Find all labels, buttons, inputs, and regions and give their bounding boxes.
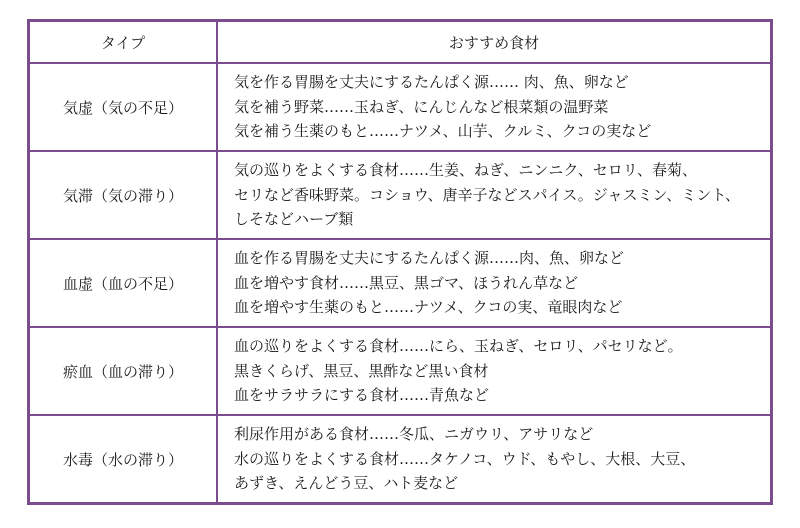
row-foods-cell bbox=[217, 327, 770, 415]
food-line: セリなど香味野菜。コショウ、唐辛子などスパイス。ジャスミン、ミント、 bbox=[234, 185, 740, 204]
food-line: あずき、えんどう豆、ハト麦など bbox=[234, 474, 459, 493]
table-row bbox=[30, 327, 770, 415]
food-recommendation-table-frame bbox=[27, 19, 773, 505]
row-type-label: 瘀血（血の滞り） bbox=[30, 327, 217, 415]
food-line: 気の巡りをよくする食材……生姜、ねぎ、ニンニク、セロリ、春菊、 bbox=[234, 161, 698, 180]
table-row bbox=[30, 415, 770, 502]
table-header-row bbox=[30, 22, 770, 63]
food-line: 黒きくらげ、黒豆、黒酢など黒い食材 bbox=[234, 361, 489, 380]
food-line: 気を補う野菜……玉ねぎ、にんじんなど根菜類の温野菜 bbox=[234, 97, 609, 116]
table-row bbox=[30, 151, 770, 239]
table-row bbox=[30, 63, 770, 151]
row-type-label: 血虚（血の不足） bbox=[30, 239, 217, 327]
food-line: 血を増やす生薬のもと……ナツメ、クコの実、竜眼肉など bbox=[234, 298, 623, 317]
table-row bbox=[30, 239, 770, 327]
food-line: 血をサラサラにする食材……青魚など bbox=[234, 386, 490, 405]
food-line: 血を作る胃腸を丈夫にするたんぱく源……肉、魚、卵など bbox=[234, 249, 625, 268]
food-line: 血の巡りをよくする食材……にら、玉ねぎ、セロリ、パセリなど。 bbox=[234, 337, 683, 356]
food-line: 気を作る胃腸を丈夫にするたんぱく源…… 肉、魚、卵など bbox=[234, 73, 629, 92]
food-line: 利尿作用がある食材……冬瓜、ニガウリ、アサリなど bbox=[234, 425, 594, 444]
food-line: 血を増やす食材……黒豆、黒ゴマ、ほうれん草など bbox=[234, 273, 579, 292]
header-recommended-foods: おすすめ食材 bbox=[217, 22, 770, 63]
row-foods-cell bbox=[217, 151, 770, 239]
food-line: しそなどハーブ類 bbox=[234, 210, 354, 229]
row-type-label: 気虚（気の不足） bbox=[30, 63, 217, 151]
food-line: 気を補う生薬のもと……ナツメ、山芋、クルミ、クコの実など bbox=[234, 122, 652, 141]
row-type-label: 気滞（気の滞り） bbox=[30, 151, 217, 239]
food-line: 水の巡りをよくする食材……タケノコ、ウド、もやし、大根、大豆、 bbox=[234, 449, 696, 468]
food-recommendation-table bbox=[30, 22, 770, 502]
row-foods-cell bbox=[217, 63, 770, 151]
header-type: タイプ bbox=[30, 22, 217, 63]
row-type-label: 水毒（水の滞り） bbox=[30, 415, 217, 502]
row-foods-cell bbox=[217, 415, 770, 502]
row-foods-cell bbox=[217, 239, 770, 327]
